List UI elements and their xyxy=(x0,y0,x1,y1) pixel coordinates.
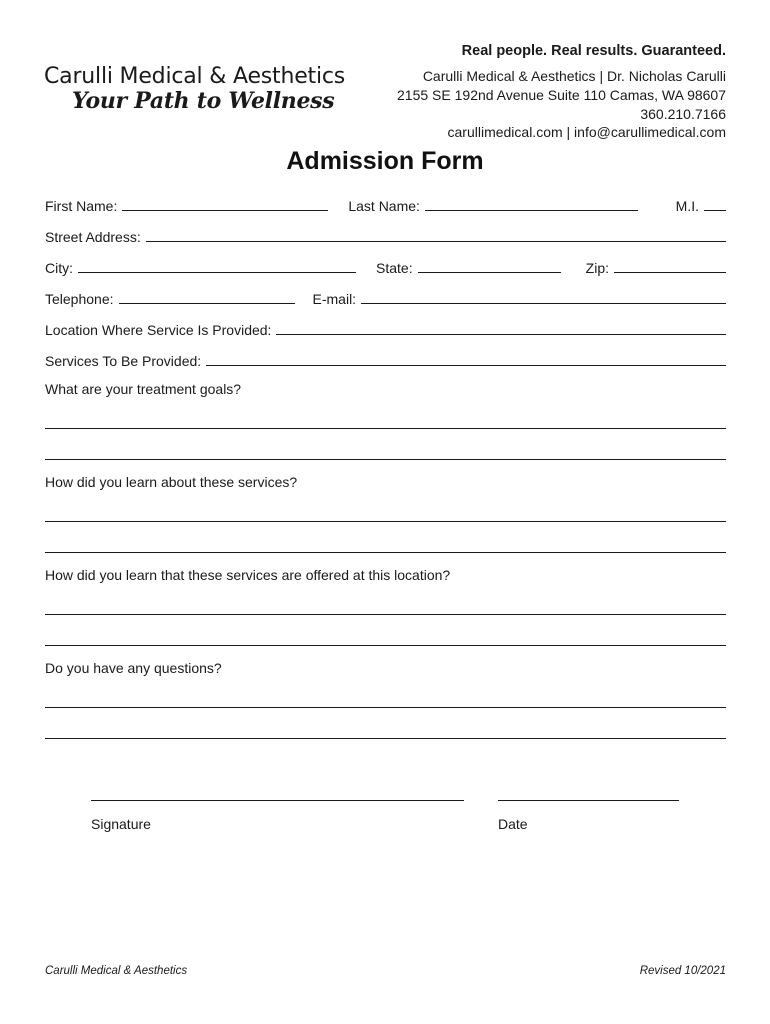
street-field[interactable] xyxy=(146,241,726,242)
zip-field[interactable] xyxy=(614,272,726,273)
telephone-label: Telephone: xyxy=(45,291,114,307)
location-row xyxy=(45,318,726,338)
learn-services-answer-line-1[interactable] xyxy=(45,521,726,522)
question-learn-location: How did you learn that these services are offered at this location? xyxy=(45,567,451,583)
slogan: Real people. Real results. Guaranteed. xyxy=(461,43,726,59)
question-goals: What are your treatment goals? xyxy=(45,381,242,397)
last-name-field[interactable] xyxy=(425,210,638,211)
contact-row xyxy=(45,287,726,307)
services-field[interactable] xyxy=(206,365,726,366)
location-field[interactable] xyxy=(276,334,726,335)
learn-services-answer-line-2[interactable] xyxy=(45,552,726,553)
telephone-field[interactable] xyxy=(119,303,295,304)
mi-field[interactable] xyxy=(704,210,726,211)
email-label: E-mail: xyxy=(312,291,357,307)
footer-revision: Revised 10/2021 xyxy=(639,965,726,977)
page-title: Admission Form xyxy=(286,147,484,175)
learn-location-answer-line-1[interactable] xyxy=(45,614,726,615)
goals-answer-line-1[interactable] xyxy=(45,428,726,429)
signature-label: Signature xyxy=(91,816,151,832)
questions-answer-line-1[interactable] xyxy=(45,707,726,708)
phone-line: 360.210.7166 xyxy=(640,106,726,122)
logo-tagline: Your Path to Wellness xyxy=(72,88,335,114)
first-name-field[interactable] xyxy=(122,210,328,211)
questions-answer-line-2[interactable] xyxy=(45,738,726,739)
state-label: State: xyxy=(376,260,413,276)
signature-line[interactable] xyxy=(91,800,464,801)
web-email-line: carullimedical.com | info@carullimedical.com xyxy=(447,124,726,140)
mi-label: M.I. xyxy=(675,198,699,214)
address-line: 2155 SE 192nd Avenue Suite 110 Camas, WA 98607 xyxy=(397,87,726,103)
question-learn-services: How did you learn about these services? xyxy=(45,474,298,490)
location-label: Location Where Service Is Provided: xyxy=(45,322,272,338)
city-label: City: xyxy=(45,260,73,276)
question-any-questions: Do you have any questions? xyxy=(45,660,222,676)
date-line[interactable] xyxy=(498,800,679,801)
footer-practice: Carulli Medical & Aesthetics xyxy=(45,965,188,977)
date-label: Date xyxy=(498,816,528,832)
goals-answer-line-2[interactable] xyxy=(45,459,726,460)
street-label: Street Address: xyxy=(45,229,141,245)
last-name-label: Last Name: xyxy=(348,198,420,214)
logo-name: Carulli Medical & Aesthetics xyxy=(44,64,346,89)
email-field[interactable] xyxy=(361,303,726,304)
state-field[interactable] xyxy=(418,272,561,273)
first-name-label: First Name: xyxy=(45,198,118,214)
name-row xyxy=(45,194,726,214)
services-row xyxy=(45,349,726,369)
zip-label: Zip: xyxy=(585,260,609,276)
city-row xyxy=(45,256,726,276)
services-label: Services To Be Provided: xyxy=(45,353,202,369)
practice-line: Carulli Medical & Aesthetics | Dr. Nicholas Carulli xyxy=(422,68,726,84)
city-field[interactable] xyxy=(78,272,356,273)
learn-location-answer-line-2[interactable] xyxy=(45,645,726,646)
street-row xyxy=(45,225,726,245)
